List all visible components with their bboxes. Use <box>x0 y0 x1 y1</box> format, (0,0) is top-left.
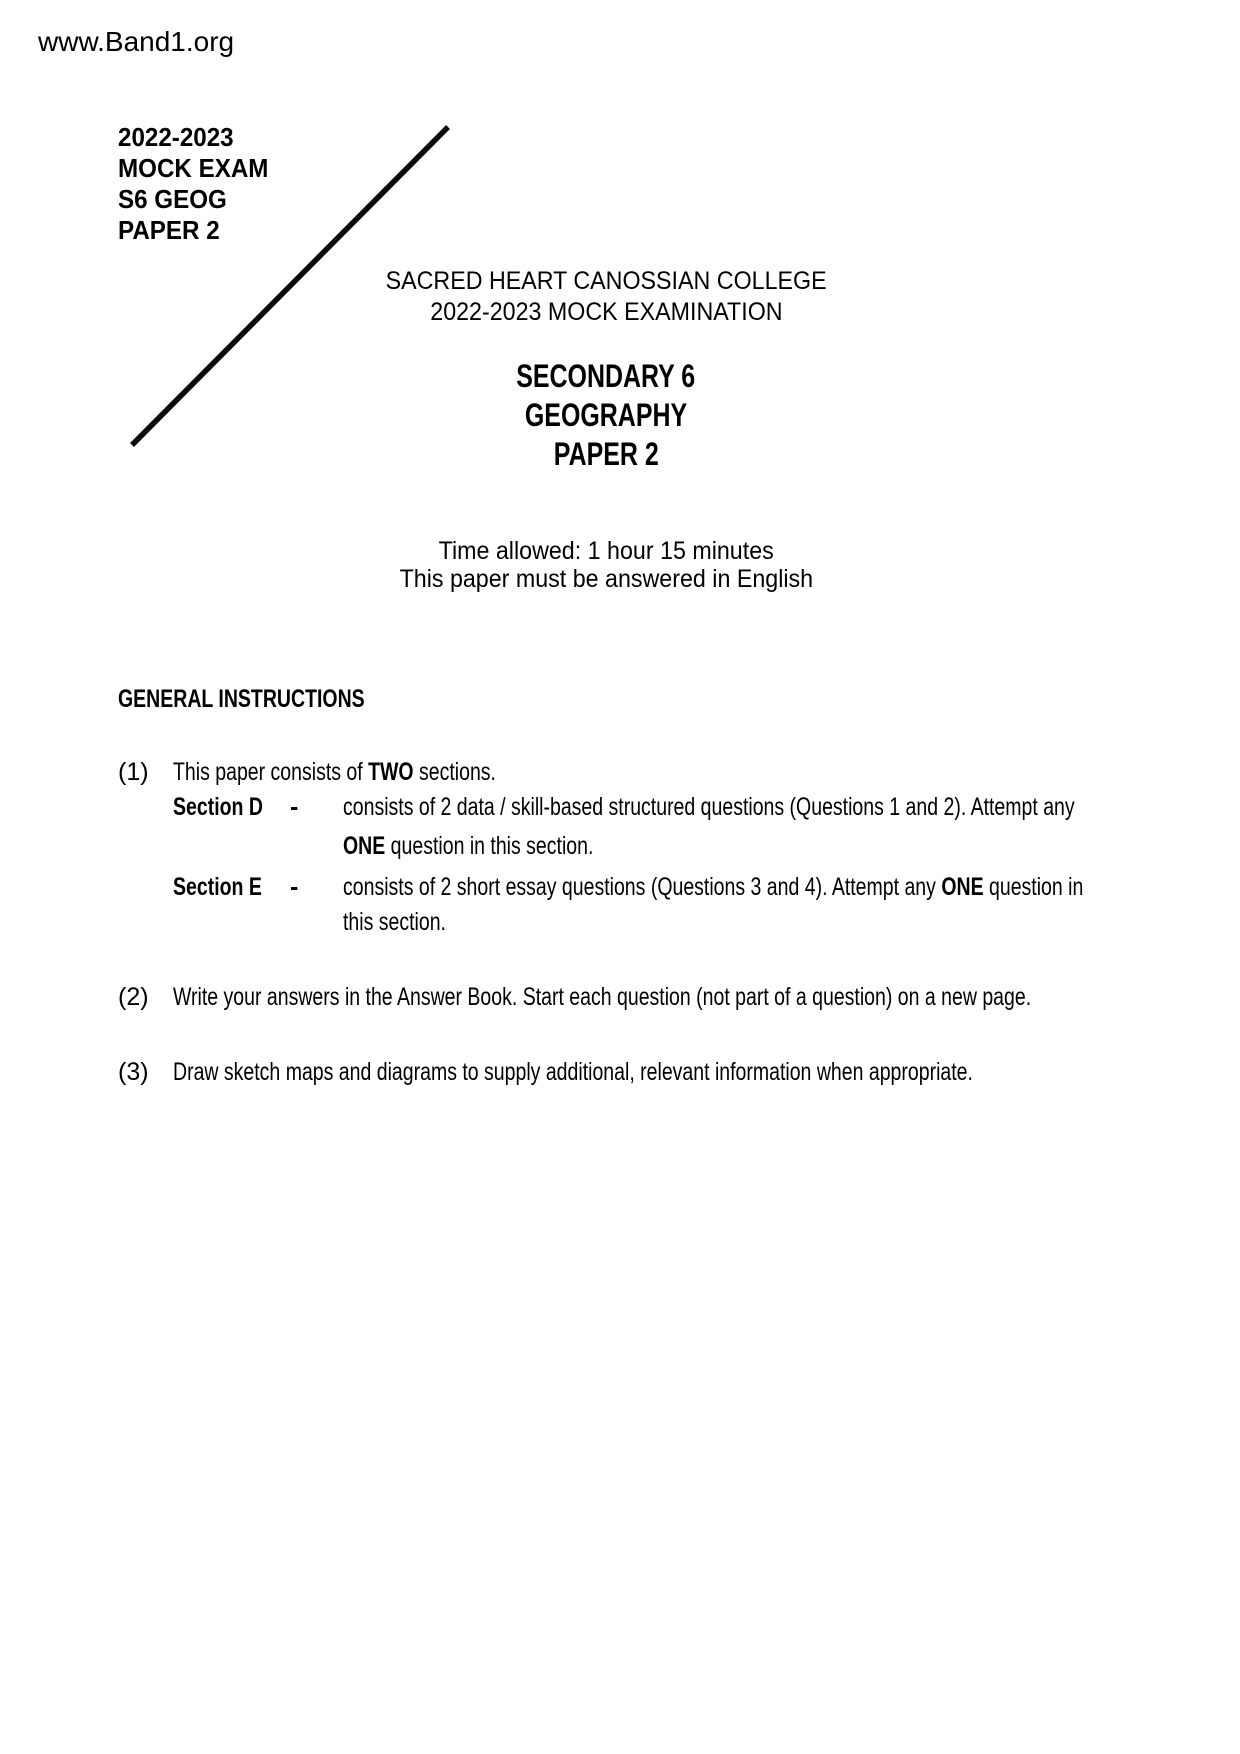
section-e-line1-pre: consists of 2 short essay questions (Questions 3 and 4). Attempt any <box>343 873 942 901</box>
section-d-dash: - <box>290 793 299 821</box>
school-name: SACRED HEART CANOSSIAN COLLEGE <box>385 267 827 295</box>
item2-text: Write your answers in the Answer Book. Start each question (not part of a question) on a new page. <box>173 983 1032 1011</box>
level-heading: SECONDARY 6 <box>516 358 696 394</box>
section-d-desc-line1: consists of 2 data / skill-based structured questions (Questions 1 and 2). Attempt any <box>343 793 1075 821</box>
corner-line-paper: PAPER 2 <box>118 215 220 245</box>
language-note: This paper must be answered in English <box>399 565 813 593</box>
item3-number: (3) <box>118 1058 149 1086</box>
corner-line-year: 2022-2023 <box>118 122 234 152</box>
instructions-heading: GENERAL INSTRUCTIONS <box>118 685 365 713</box>
subject-heading: GEOGRAPHY <box>524 397 688 433</box>
time-allowed: Time allowed: 1 hour 15 minutes <box>438 537 774 565</box>
item1-text-pre: This paper consists of <box>173 758 369 786</box>
section-e-one-bold: ONE <box>941 873 984 901</box>
section-e-desc-line2: this section. <box>343 908 446 936</box>
watermark-url: www.Band1.org <box>38 26 235 57</box>
section-e-line1-post: question in <box>983 873 1084 901</box>
section-e-dash: - <box>290 873 299 901</box>
item1-text-post: sections. <box>413 758 496 786</box>
item2-number: (2) <box>118 983 149 1011</box>
corner-line-exam: MOCK EXAM <box>118 153 269 183</box>
section-e-label: Section E <box>173 873 262 901</box>
item1-text-bold: TWO <box>368 758 414 786</box>
section-d-line2-rest: question in this section. <box>385 832 594 860</box>
section-d-label: Section D <box>173 793 263 821</box>
corner-line-class: S6 GEOG <box>118 184 227 214</box>
item1-number: (1) <box>118 758 149 786</box>
exam-title: 2022-2023 MOCK EXAMINATION <box>429 298 783 326</box>
paper-heading: PAPER 2 <box>553 436 659 472</box>
section-d-desc-line2 <box>343 833 664 860</box>
item3-text: Draw sketch maps and diagrams to supply additional, relevant information when appropriate. <box>173 1058 973 1086</box>
item1-text <box>173 759 587 786</box>
section-d-one-bold: ONE <box>343 832 386 860</box>
section-e-desc-line1 <box>343 874 1240 901</box>
